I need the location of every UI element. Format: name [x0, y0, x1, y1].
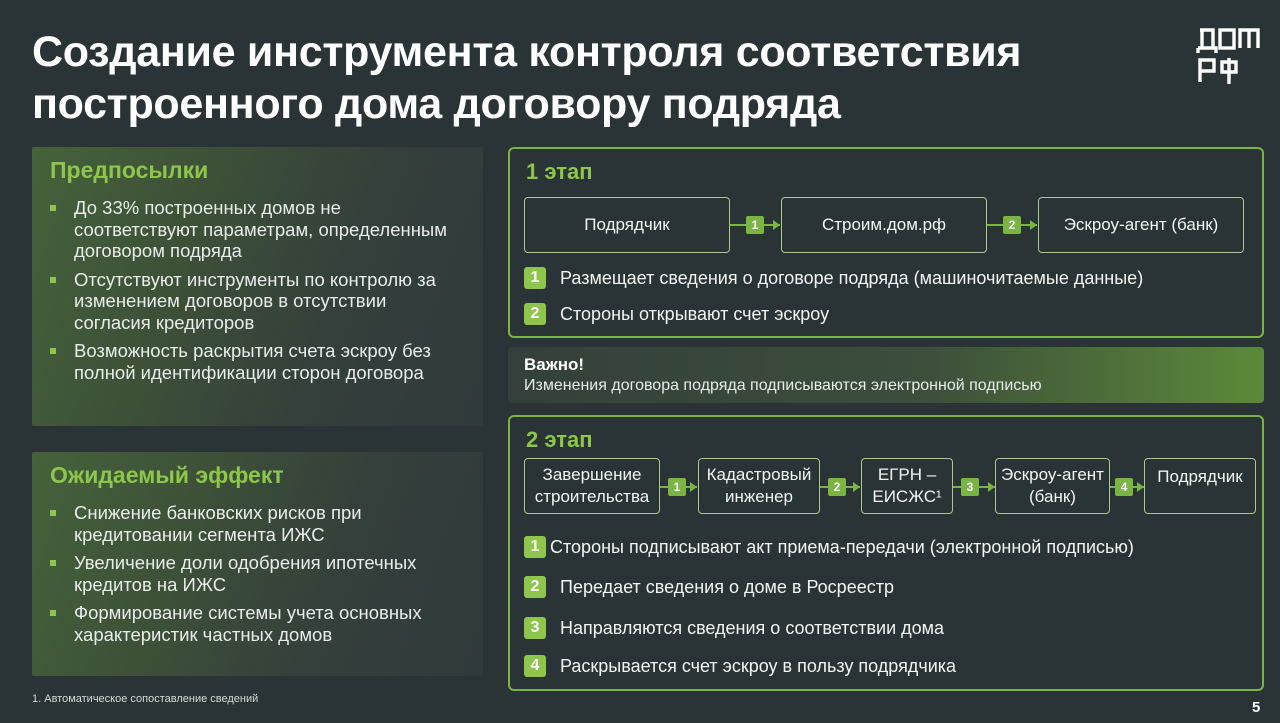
stage1-title: 1 этап	[526, 159, 593, 184]
step-number: 1	[524, 267, 546, 289]
stage2-title: 2 этап	[526, 427, 593, 452]
stage2-connector-badge-3: 3	[961, 478, 979, 496]
step-text: Размещает сведения о договоре подряда (машиночитаемые данные)	[560, 267, 1144, 288]
page-number: 5	[1252, 699, 1261, 716]
arrow-right-icon	[1030, 220, 1037, 230]
stage2-step-4	[524, 655, 956, 677]
page-title-line2: построенного дома договору подряда	[32, 80, 841, 128]
stage2-node-egrn: ЕГРН – ЕИСЖС¹	[861, 458, 953, 514]
expected-effect-title: Ожидаемый эффект	[50, 462, 284, 488]
stage2-connector-badge-1: 1	[668, 478, 686, 496]
stage2-connector-badge-4: 4	[1115, 478, 1133, 496]
stage2-connector-badge-2: 2	[828, 478, 846, 496]
prerequisites-panel	[32, 147, 483, 426]
stage1-step-2	[524, 303, 829, 325]
expected-effect-list	[50, 502, 465, 645]
prerequisites-title: Предпосылки	[50, 157, 209, 183]
step-number: 1	[524, 536, 546, 558]
arrow-right-icon	[1137, 482, 1144, 492]
step-number: 2	[524, 576, 546, 598]
arrow-right-icon	[773, 220, 780, 230]
important-text: Изменения договора подряда подписываются электронной подписью	[524, 377, 1042, 394]
page-title	[32, 26, 1152, 130]
prerequisites-list	[50, 197, 465, 383]
step-text: Раскрывается счет эскроу в пользу подрядчика	[560, 655, 957, 676]
stage2-node-contractor: Подрядчик	[1144, 458, 1256, 514]
list-item: Отсутствуют инструменты по контролю за изменением договоров в отсутствии согласия кредиторов	[50, 269, 465, 334]
stage1-connector-badge-2: 2	[1003, 216, 1021, 234]
stage2-step-1	[524, 536, 1134, 558]
list-item: Увеличение доли одобрения ипотечных кредитов на ИЖС	[50, 552, 465, 595]
stage1-node-escrow: Эскроу-агент (банк)	[1038, 197, 1244, 253]
page-title-line1: Создание инструмента контроля соответствия	[32, 28, 1022, 76]
stage1-step-1	[524, 267, 1143, 289]
stage2-node-escrow: Эскроу-агент (банк)	[995, 458, 1110, 514]
stage2-step-2	[524, 576, 894, 598]
stage2-step-3	[524, 617, 944, 639]
step-text: Направляются сведения о соответствии дома	[560, 617, 945, 638]
important-banner	[508, 347, 1264, 403]
step-text: Передает сведения о доме в Росреестр	[560, 576, 894, 597]
stage1-node-stroim: Строим.дом.рф	[781, 197, 987, 253]
step-text: Стороны открывают счет эскроу	[560, 303, 830, 324]
arrow-right-icon	[690, 482, 697, 492]
stage1-box	[508, 147, 1264, 338]
list-item: До 33% построенных домов не соответствуют параметрам, определенным договором подряда	[50, 197, 465, 262]
arrow-right-icon	[988, 482, 995, 492]
step-number: 2	[524, 303, 546, 325]
dom-rf-logo	[1196, 24, 1262, 86]
step-number: 4	[524, 655, 546, 677]
step-text: Стороны подписывают акт приема-передачи (электронной подписью)	[550, 536, 1134, 557]
stage2-node-completion: Завершение строительства	[524, 458, 660, 514]
step-number: 3	[524, 617, 546, 639]
stage1-connector-badge-1: 1	[746, 216, 764, 234]
list-item: Возможность раскрытия счета эскроу без полной идентификации сторон договора	[50, 340, 465, 383]
stage2-node-cadastral: Кадастровый инженер	[698, 458, 820, 514]
stage1-node-contractor: Подрядчик	[524, 197, 730, 253]
footnote: 1. Автоматическое сопоставление сведений	[32, 693, 259, 705]
list-item: Снижение банковских рисков при кредитовании сегмента ИЖС	[50, 502, 465, 545]
expected-effect-panel	[32, 452, 483, 676]
important-title: Важно!	[524, 355, 585, 374]
stage2-box	[508, 415, 1264, 691]
list-item: Формирование системы учета основных характеристик частных домов	[50, 602, 465, 645]
arrow-right-icon	[853, 482, 860, 492]
